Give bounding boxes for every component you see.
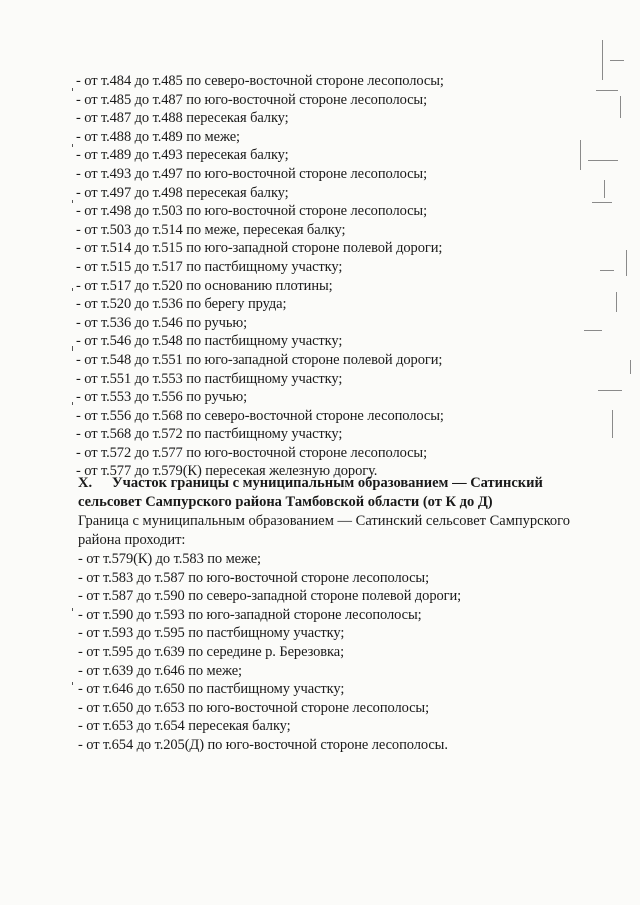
list-item: - от т.493 до т.497 по юго-восточной стороне лесополосы;	[76, 165, 427, 182]
list-item: - от т.485 до т.487 по юго-восточной стороне лесополосы;	[76, 91, 427, 108]
list-item: - от т.515 до т.517 по пастбищному участку;	[76, 258, 343, 275]
boundary-list-part-1	[76, 72, 576, 481]
list-item: - от т.568 до т.572 по пастбищному участку;	[76, 426, 343, 443]
boundary-list-part-2	[78, 550, 578, 755]
list-item: - от т.546 до т.548 по пастбищному участку;	[76, 333, 343, 350]
list-item: - от т.572 до т.577 по юго-восточной стороне лесополосы;	[76, 444, 427, 461]
list-item: - от т.517 до т.520 по основанию плотины;	[76, 277, 333, 294]
section-title-line-1: Участок границы с муниципальным образованием — Сатинский	[112, 475, 543, 491]
list-item: - от т.536 до т.546 по ручью;	[76, 314, 248, 331]
section-intro	[78, 512, 618, 549]
intro-line-1: Граница с муниципальным образованием — Сатинский сельсовет Сампурского	[78, 513, 571, 529]
list-item: - от т.520 до т.536 по берегу пруда;	[76, 296, 287, 313]
list-item: - от т.514 до т.515 по юго-западной стороне полевой дороги;	[76, 240, 443, 257]
list-item: - от т.587 до т.590 по северо-западной стороне полевой дороги;	[78, 588, 462, 605]
list-item: - от т.653 до т.654 пересекая балку;	[78, 718, 291, 735]
list-item: - от т.551 до т.553 по пастбищному участку;	[76, 370, 343, 387]
list-item: - от т.595 до т.639 по середине р. Березовка;	[78, 643, 345, 660]
list-item: - от т.498 до т.503 по юго-восточной стороне лесополосы;	[76, 203, 427, 220]
section-number: X.	[78, 475, 93, 491]
list-item: - от т.646 до т.650 по пастбищному участку;	[78, 681, 345, 698]
list-item: - от т.593 до т.595 по пастбищному участку;	[78, 625, 345, 642]
section-title-line-2: сельсовет Сампурского района Тамбовской области (от К до Д)	[78, 493, 493, 510]
list-item: - от т.577 до т.579(К) пересекая железную дорогу.	[76, 463, 378, 480]
list-item: - от т.583 до т.587 по юго-восточной стороне лесополосы;	[78, 569, 429, 586]
section-heading	[78, 474, 618, 511]
list-item: - от т.590 до т.593 по юго-западной стороне лесополосы;	[78, 606, 422, 623]
list-item: - от т.497 до т.498 пересекая балку;	[76, 184, 289, 201]
list-item: - от т.553 до т.556 по ручью;	[76, 389, 248, 406]
list-item: - от т.503 до т.514 по меже, пересекая балку;	[76, 221, 346, 238]
list-item: - от т.639 до т.646 по меже;	[78, 662, 242, 679]
list-item: - от т.548 до т.551 по юго-западной стороне полевой дороги;	[76, 351, 443, 368]
list-item: - от т.488 до т.489 по меже;	[76, 128, 240, 145]
list-item: - от т.484 до т.485 по северо-восточной стороне лесополосы;	[76, 73, 444, 89]
list-item: - от т.579(К) до т.583 по меже;	[78, 551, 261, 567]
list-item: - от т.654 до т.205(Д) по юго-восточной стороне лесополосы.	[78, 736, 448, 753]
intro-line-2: района проходит:	[78, 531, 186, 548]
list-item: - от т.650 до т.653 по юго-восточной стороне лесополосы;	[78, 699, 429, 716]
list-item: - от т.556 до т.568 по северо-восточной стороне лесополосы;	[76, 407, 444, 424]
list-item: - от т.487 до т.488 пересекая балку;	[76, 110, 289, 127]
list-item: - от т.489 до т.493 пересекая балку;	[76, 147, 289, 164]
